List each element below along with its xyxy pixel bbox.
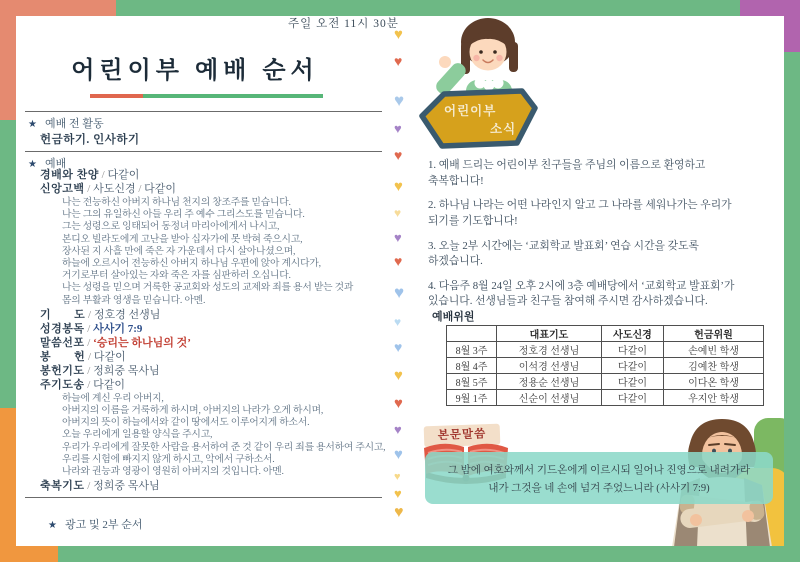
table-row [447, 342, 764, 358]
separator: / [84, 322, 94, 335]
announcement-item [428, 239, 778, 270]
service-item-label: 말씀선포 [40, 336, 85, 349]
recited-text-line: 하늘에 오르시어 전능하신 아버지 하나님 우편에 앉아 계시다가, [62, 258, 321, 270]
service-item [40, 336, 390, 350]
frame-top [0, 0, 800, 16]
underline-red-segment [90, 94, 143, 98]
table-cell: 손예빈 학생 [664, 342, 764, 358]
service-item [40, 350, 390, 364]
announcement-item [428, 279, 778, 310]
service-item-label: 봉 헌 [40, 350, 86, 363]
recited-text-line: 몸의 부활과 영생을 믿습니다. 아멘. [62, 294, 206, 306]
verse-banner: 본문말씀 [424, 424, 501, 448]
table-header-cell [447, 326, 497, 342]
separator: / [135, 183, 145, 195]
recited-text-line: 나는 전능하신 아버지 하나님 천지의 창조주를 믿습니다. [62, 197, 291, 208]
heart-icon: ♥ [394, 149, 403, 164]
table-cell: 신순이 선생님 [497, 390, 602, 406]
service-item [40, 308, 390, 322]
service-item-value: 사도신경 [93, 183, 136, 195]
committee-table [446, 325, 764, 406]
recited-text-line: 그는 성령으로 잉태되어 동정녀 마리아에게서 나시고, [62, 221, 280, 233]
heart-icon: ♥ [394, 283, 405, 302]
service-item-label: 주기도송 [40, 378, 85, 391]
heart-icon: ♥ [394, 27, 403, 43]
table-cell: 이석경 선생님 [497, 358, 602, 374]
section-title: 예배 [44, 158, 67, 170]
table-header-row [447, 326, 764, 342]
divider-line [25, 151, 382, 152]
heart-icon: ♥ [394, 230, 402, 245]
star-icon: ★ [48, 520, 57, 531]
service-item-value: 다같이 [107, 169, 140, 181]
separator: / [84, 183, 94, 195]
divider-line [25, 497, 382, 498]
recited-text-line: 본디오 빌라도에게 고난을 받아 십자가에 못 박혀 죽으시고, [62, 233, 303, 245]
page-title: 어린이부 예배 순서 [71, 58, 319, 84]
table-cell: 정호경 선생님 [497, 342, 602, 358]
service-item-value: 다같이 [144, 183, 177, 195]
worship-order-list [40, 168, 390, 493]
heart-icon: ♥ [394, 504, 404, 521]
table-row [447, 358, 764, 374]
section-pre-worship [28, 115, 104, 131]
heart-icon: ♥ [394, 91, 405, 110]
service-time: 주일 오전 11시 30분 [288, 18, 399, 30]
table-row [447, 390, 764, 406]
star-icon: ★ [28, 159, 37, 170]
table-cell: 정용순 선생님 [497, 374, 602, 390]
table-cell: 다같이 [602, 342, 664, 358]
recited-text-line: 우리를 시험에 빠지지 않게 하시고, 악에서 구하소서. [62, 453, 275, 465]
recited-text-line: 나는 성령을 믿으며 거룩한 공교회와 성도의 교제와 죄를 용서 받는 것과 [62, 282, 354, 294]
separator: / [85, 350, 94, 363]
verse-line1: 그 밤에 여호와께서 기드온에게 이르시되 일어나 진영으로 내려가라 [447, 464, 751, 476]
heart-icon: ♥ [394, 121, 402, 136]
recited-text-line: 아버지의 뜻이 하늘에서와 같이 땅에서도 이루어지게 하소서. [62, 417, 310, 429]
banner-plaque-icon [418, 88, 540, 150]
heart-icon: ♥ [394, 315, 402, 329]
star-icon: ★ [28, 119, 37, 130]
news-banner-line2: 소식 [490, 122, 517, 136]
table-header-cell: 헌금위원 [664, 326, 764, 342]
table-cell: 다같이 [602, 390, 664, 406]
recited-text-line: 하늘에 계신 우리 아버지, [62, 392, 164, 404]
announcement-line: 1. 예배 드리는 어린이부 친구들을 주님의 이름으로 환영하고 [428, 159, 706, 171]
frame-bottom [0, 546, 800, 562]
recited-text-line: 장사된 지 사흘 만에 죽은 자 가운데서 다시 살아나셨으며, [62, 245, 296, 257]
service-item [40, 322, 390, 336]
service-item-value: 정희중 목사님 [93, 480, 160, 493]
service-item-value: ‘승리는 하나님의 것’ [93, 336, 191, 349]
heart-icon: ♥ [394, 255, 403, 270]
committee-title: 예배위원 [432, 311, 475, 323]
announcement-item [428, 158, 778, 189]
verse-line2: 내가 그것을 네 손에 넘겨 주었느니라 (사사기 7:9) [488, 482, 710, 494]
separator: / [85, 308, 94, 321]
underline-green-segment [143, 94, 323, 98]
service-item [40, 378, 390, 392]
table-cell: 김예찬 학생 [664, 358, 764, 374]
separator: / [84, 336, 94, 349]
verse-box [425, 452, 773, 504]
recited-text-line: 우리가 우리에게 잘못한 사람을 용서하여 준 것 같이 우리 죄를 용서하여 주시고, [62, 441, 386, 453]
service-item-value: 사사기 7:9 [93, 322, 143, 335]
table-cell: 다같이 [602, 358, 664, 374]
service-item-value: 정호경 선생님 [93, 308, 161, 321]
footer-note [48, 516, 142, 532]
table-header-cell: 사도신경 [602, 326, 664, 342]
heart-icon: ♥ [394, 55, 403, 70]
section-title: 예배 전 활동 [44, 118, 104, 130]
service-item-value: 다같이 [93, 378, 125, 391]
news-banner [418, 88, 540, 150]
table-header-cell: 대표기도 [497, 326, 602, 342]
service-item [40, 168, 390, 182]
frame-left [0, 0, 16, 562]
divider-line [25, 111, 382, 112]
service-item-label: 기 도 [40, 308, 86, 321]
heart-icon: ♥ [394, 396, 403, 412]
frame-right [784, 0, 800, 562]
service-item [40, 182, 390, 196]
title-underline [90, 94, 323, 98]
service-item [40, 479, 390, 493]
heart-icon: ♥ [394, 422, 402, 437]
table-cell: 8월 5주 [447, 374, 497, 390]
announcement-line: 있습니다. 선생님들과 친구들 참여해 주시면 감사하겠습니다. [428, 295, 708, 308]
announcement-line: 되기를 기도합니다! [428, 214, 518, 227]
separator: / [84, 364, 94, 377]
service-item-label: 성경봉독 [40, 322, 85, 335]
table-cell: 이다온 학생 [664, 374, 764, 390]
announcement-line: 3. 오늘 2부 시간에는 ‘교회학교 발표회’ 연습 시간을 갖도록 [428, 239, 699, 252]
service-item-label: 경배와 찬양 [40, 169, 99, 181]
service-item-value: 다같이 [93, 350, 126, 363]
table-cell: 8월 4주 [447, 358, 497, 374]
announcement-line: 4. 다음주 8월 24일 오후 2시에 3층 예배당에서 ‘교회학교 발표회’가 [428, 279, 735, 292]
news-banner-line1: 어린이부 [444, 104, 497, 118]
recited-text-line: 나라와 권능과 영광이 영원히 아버지의 것입니다. 아멘. [62, 466, 284, 478]
announcement-item [428, 198, 778, 229]
announcement-line: 하겠습니다. [428, 255, 483, 268]
heart-icon: ♥ [394, 206, 402, 220]
separator: / [84, 378, 94, 391]
table-cell: 8월 3주 [447, 342, 497, 358]
heart-icon: ♥ [394, 486, 402, 501]
heart-icon: ♥ [394, 368, 403, 384]
recited-text-block [62, 393, 390, 478]
announcement-line: 2. 하나님 나라는 어떤 나라인지 알고 그 나라를 세워나가는 우리가 [428, 199, 732, 212]
recited-text-line: 아버지의 이름을 거룩하게 하시며, 아버지의 나라가 오게 하시며, [62, 405, 324, 417]
separator: / [84, 480, 94, 493]
footer-note-label: 광고 및 2부 순서 [64, 519, 143, 531]
table-row [447, 374, 764, 390]
separator: / [98, 169, 108, 181]
recited-text-block [62, 197, 390, 307]
announcement-line: 축복합니다! [428, 174, 484, 187]
table-cell: 9월 1주 [447, 390, 497, 406]
service-item-label: 신앙고백 [40, 183, 85, 195]
heart-icon: ♥ [394, 179, 403, 195]
service-item-label: 봉헌기도 [40, 364, 85, 377]
pre-worship-item: 헌금하기. 인사하기 [40, 134, 140, 146]
service-item [40, 364, 390, 378]
service-item-value: 정희중 목사님 [93, 364, 160, 377]
recited-text-line: 나는 그의 유일하신 아들 우리 주 예수 그리스도를 믿습니다. [62, 209, 305, 221]
heart-icon: ♥ [394, 447, 403, 463]
heart-icon: ♥ [394, 341, 403, 356]
table-cell: 다같이 [602, 374, 664, 390]
recited-text-line: 거기로부터 살아있는 자와 죽은 자를 심판하러 오십니다. [62, 270, 291, 282]
recited-text-line: 오늘 우리에게 일용할 양식을 주시고, [62, 429, 213, 441]
heart-icon: ♥ [394, 471, 401, 483]
table-cell: 우지안 학생 [664, 390, 764, 406]
announcement-list [428, 158, 778, 319]
service-item-label: 축복기도 [40, 480, 85, 493]
